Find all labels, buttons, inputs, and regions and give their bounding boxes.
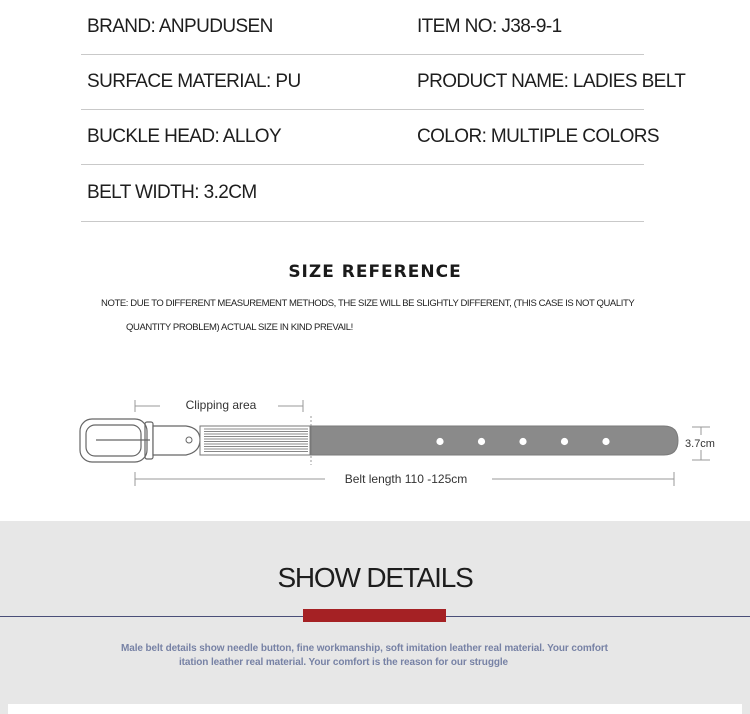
spec-brand: BRAND: ANPUDUSEN [87,16,273,37]
spec-buckle-head: BUCKLE HEAD: ALLOY [87,126,282,147]
belt-length-label: Belt length 110 -125cm [344,472,468,486]
spec-item-no: ITEM NO: J38-9-1 [417,16,562,37]
show-details-desc-line1: Male belt details show needle button, fine workmanship, soft imitation leather real material. Your comfort [121,643,608,654]
spec-product-name: PRODUCT NAME: LADIES BELT [417,71,686,92]
strap-tip [153,426,200,455]
show-details-desc-line2: itation leather real material. Your comfort is the reason for our struggle [179,657,508,668]
next-section-panel [8,704,742,714]
spec-table [81,0,686,222]
size-note-line2: QUANTITY PROBLEM) ACTUAL SIZE IN KIND PREVAIL! [126,322,353,333]
width-label: 3.7cm [685,438,715,450]
spec-belt-width: BELT WIDTH: 3.2CM [87,182,257,203]
spec-row [81,0,644,55]
belt-hole [561,438,568,445]
clipping-area-label: Clipping area [185,398,257,412]
spec-row [81,55,686,110]
belt-strap [311,426,678,455]
belt-hole [478,438,485,445]
tip-rivet [186,437,192,443]
buckle-icon [80,419,153,462]
belt-hole [602,438,609,445]
show-details-title: SHOW DETAILS [277,562,473,593]
spec-row [81,110,659,165]
spec-color: COLOR: MULTIPLE COLORS [417,126,659,147]
spec-surface-material: SURFACE MATERIAL: PU [87,71,301,92]
belt-hole [519,438,526,445]
size-reference-title: SIZE REFERENCE [288,262,462,282]
size-note-line1: NOTE: DUE TO DIFFERENT MEASUREMENT METHODS, THE SIZE WILL BE SLIGHTLY DIFFERENT, (THIS CASE IS NOT QUALITY [101,298,635,309]
show-details-accent-bar [303,609,446,622]
belt-diagram [0,380,750,510]
clipping-section [200,426,310,455]
spec-row [81,165,644,222]
belt-hole [436,438,443,445]
